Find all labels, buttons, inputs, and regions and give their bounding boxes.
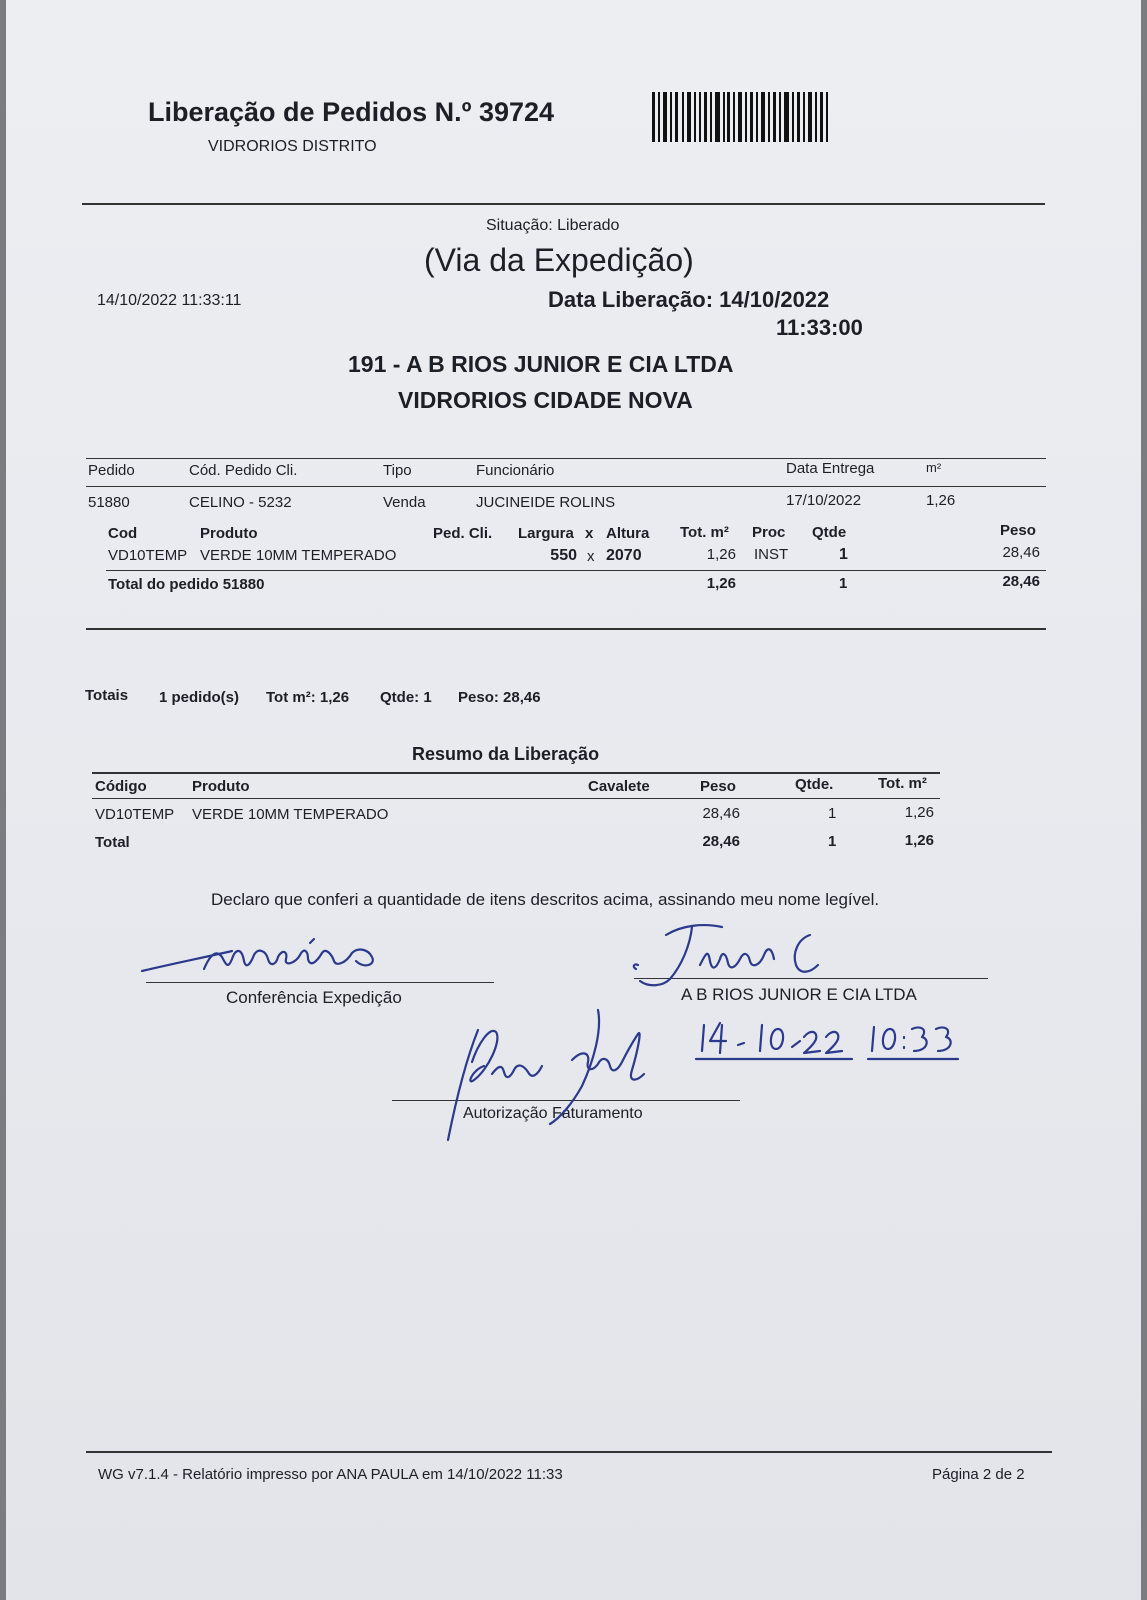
item-proc: INST xyxy=(754,546,789,563)
footer-divider xyxy=(86,1451,1052,1453)
employee-name: JUCINEIDE ROLINS xyxy=(476,494,616,511)
summary-title: Resumo da Liberação xyxy=(412,744,600,764)
item-header-cod: Cod xyxy=(108,525,138,542)
item-tot-m2: 1,26 xyxy=(706,546,736,563)
summary-header-produto: Produto xyxy=(192,778,250,795)
order-table-top-rule xyxy=(86,458,1046,459)
document-title: Liberação de Pedidos N.º 39724 xyxy=(148,97,555,127)
item-rule xyxy=(106,570,1046,571)
client-store: VIDRORIOS CIDADE NOVA xyxy=(398,387,693,413)
order-m2: 1,26 xyxy=(926,492,956,509)
summary-header-tot-m2: Tot. m² xyxy=(878,775,927,792)
totals-qtde: Qtde: 1 xyxy=(380,689,432,706)
client-order-code: CELINO - 5232 xyxy=(189,494,292,511)
order-number: 51880 xyxy=(88,494,130,511)
summary-total-m2: 1,26 xyxy=(904,832,934,849)
item-weight: 28,46 xyxy=(1002,544,1040,561)
col-header-tipo: Tipo xyxy=(383,462,412,479)
item-qtde: 1 xyxy=(839,546,848,563)
handwritten-signature-auth xyxy=(432,1000,672,1150)
item-width: 550 xyxy=(550,547,577,564)
handwritten-signature-expedicao xyxy=(136,925,406,985)
totals-m2: Tot m²: 1,26 xyxy=(266,689,350,706)
totals-weight: Peso: 28,46 xyxy=(458,689,541,706)
summary-code: VD10TEMP xyxy=(95,806,175,823)
status-text: Situação: Liberado xyxy=(486,217,620,234)
item-code: VD10TEMP xyxy=(108,547,188,564)
item-header-peso: Peso xyxy=(1000,522,1036,539)
col-header-cod-pedido-cli: Cód. Pedido Cli. xyxy=(189,462,298,479)
client-name: 191 - A B RIOS JUNIOR E CIA LTDA xyxy=(348,351,734,377)
signature-label-auth: Autorização Faturamento xyxy=(463,1105,643,1122)
summary-header-qtde: Qtde. xyxy=(795,776,834,793)
summary-header-codigo: Código xyxy=(95,778,147,795)
header-divider xyxy=(82,203,1045,205)
delivery-date: 17/10/2022 xyxy=(786,492,862,509)
item-x: x xyxy=(587,548,595,565)
document-page xyxy=(6,0,1141,1600)
item-header-produto: Produto xyxy=(200,525,258,542)
company-name: VIDRORIOS DISTRITO xyxy=(208,138,377,155)
item-header-ped-cli: Ped. Cli. xyxy=(433,525,493,542)
summary-product: VERDE 10MM TEMPERADO xyxy=(192,806,389,823)
order-table-bottom-rule xyxy=(86,628,1046,630)
summary-total-label: Total xyxy=(95,834,130,851)
declaration-text: Declaro que conferi a quantidade de itens descritos acima, assinando meu nome legível. xyxy=(211,890,880,909)
item-header-tot-m2: Tot. m² xyxy=(680,524,729,541)
handwritten-date xyxy=(692,1015,962,1065)
summary-m2: 1,26 xyxy=(904,804,934,821)
signature-label-expedicao: Conferência Expedição xyxy=(226,988,402,1007)
item-header-qtde: Qtde xyxy=(812,524,847,541)
footer-page-number: Página 2 de 2 xyxy=(932,1466,1025,1483)
release-date: Data Liberação: 14/10/2022 xyxy=(548,287,830,312)
item-header-proc: Proc xyxy=(752,524,786,541)
signature-label-client: A B RIOS JUNIOR E CIA LTDA xyxy=(681,985,917,1004)
release-time: 11:33:00 xyxy=(776,315,863,340)
order-type: Venda xyxy=(383,494,426,511)
order-total-m2: 1,26 xyxy=(706,575,736,592)
col-header-pedido: Pedido xyxy=(88,462,135,479)
totals-orders: 1 pedido(s) xyxy=(159,689,240,706)
summary-total-weight: 28,46 xyxy=(702,833,740,850)
summary-qtde: 1 xyxy=(828,805,837,822)
summary-header-cavalete: Cavalete xyxy=(588,778,650,795)
summary-header-rule xyxy=(92,798,940,799)
printed-timestamp: 14/10/2022 11:33:11 xyxy=(97,292,242,309)
copy-label: (Via da Expedição) xyxy=(424,242,694,278)
col-header-data-entrega: Data Entrega xyxy=(786,460,875,477)
summary-weight: 28,46 xyxy=(702,805,740,822)
item-header-altura: Altura xyxy=(606,525,650,542)
order-total-label: Total do pedido 51880 xyxy=(108,576,265,593)
summary-total-qtde: 1 xyxy=(828,833,837,850)
item-product: VERDE 10MM TEMPERADO xyxy=(200,547,397,564)
item-height: 2070 xyxy=(606,547,642,564)
summary-header-peso: Peso xyxy=(700,778,736,795)
barcode-icon xyxy=(652,92,828,142)
order-total-qtde: 1 xyxy=(839,575,848,592)
order-total-weight: 28,46 xyxy=(1002,573,1040,590)
col-header-m2: m² xyxy=(926,460,942,475)
item-header-x: x xyxy=(585,525,594,542)
order-header-rule xyxy=(86,486,1046,487)
item-header-largura: Largura xyxy=(518,525,574,542)
handwritten-signature-client xyxy=(612,905,852,995)
col-header-funcionario: Funcionário xyxy=(476,462,555,479)
footer-print-info: WG v7.1.4 - Relatório impresso por ANA PAULA em 14/10/2022 11:33 xyxy=(98,1466,563,1483)
totals-label: Totais xyxy=(85,687,129,704)
summary-top-rule xyxy=(92,772,940,774)
